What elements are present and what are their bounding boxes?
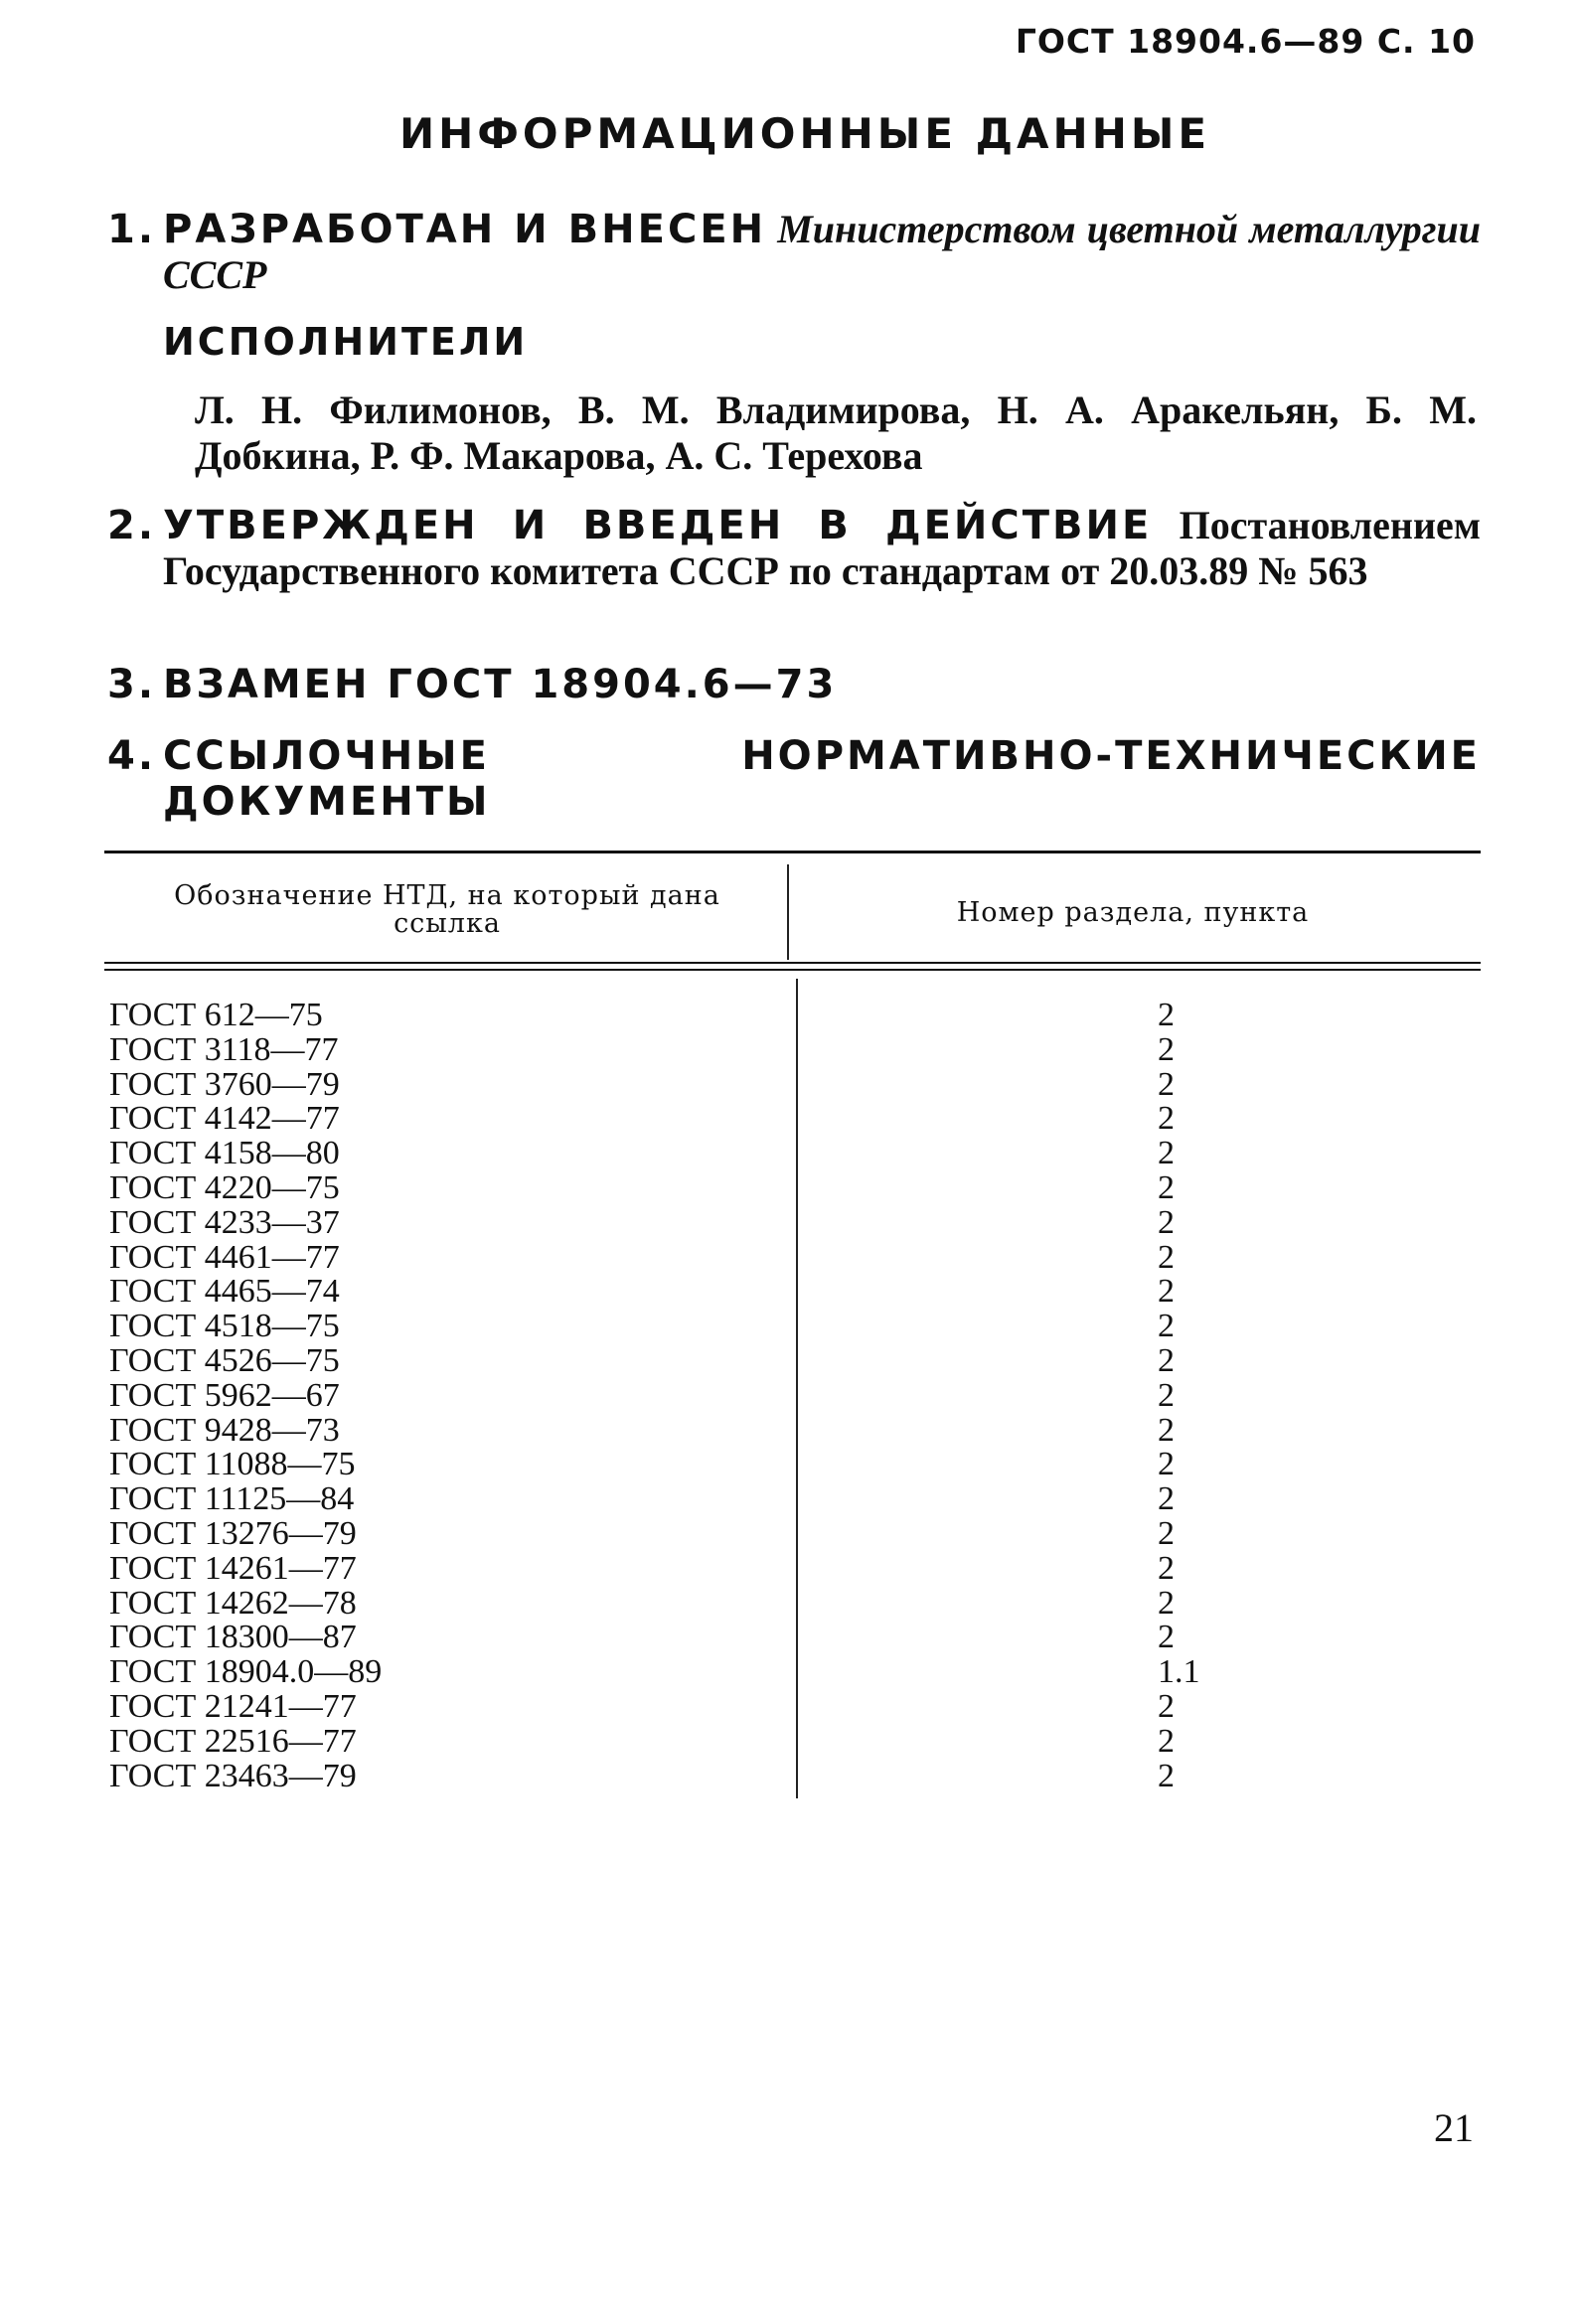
table-cell-section: 2 <box>1158 1446 1175 1483</box>
table-cell-section: 2 <box>1158 1722 1175 1760</box>
table-cell-section: 2 <box>1158 1238 1175 1276</box>
section-3-number: 3. <box>107 662 157 707</box>
table-cell-document: ГОСТ 5962—67 <box>109 1376 340 1414</box>
table-cell-document: ГОСТ 18300—87 <box>109 1619 357 1656</box>
table-body <box>109 999 1202 1793</box>
table-cell-section: 2 <box>1158 1100 1175 1138</box>
table-cell-section: 2 <box>1158 997 1175 1033</box>
table-row <box>109 1065 1202 1103</box>
table-row <box>109 1137 1202 1171</box>
table-top-rule <box>104 851 1481 853</box>
table-cell-section: 2 <box>1158 1030 1175 1068</box>
table-cell-section: 2 <box>1158 1308 1175 1345</box>
table-cell-section: 2 <box>1158 1203 1175 1241</box>
table-row <box>109 1757 1202 1794</box>
table-header-rule-1 <box>104 962 1481 964</box>
page-title: ИНФОРМАЦИОННЫЕ ДАННЫЕ <box>398 109 1211 158</box>
table-cell-section: 2 <box>1158 1065 1175 1103</box>
table-cell-document: ГОСТ 4233—37 <box>109 1203 340 1241</box>
table-row <box>109 1687 1202 1725</box>
page-number: 21 <box>1434 2105 1474 2150</box>
section-4 <box>107 733 1479 829</box>
table-cell-section: 2 <box>1158 1376 1175 1414</box>
table-cell-section: 2 <box>1158 1273 1175 1311</box>
section-4-text: ССЫЛОЧНЫЕ НОРМАТИВНО-ТЕХНИЧЕСКИЕ ДОКУМЕНТЫ <box>163 733 1481 825</box>
table-row <box>109 1310 1202 1344</box>
section-1-text: Министерством цветной металлургии СССР <box>163 207 1482 297</box>
table-header-document: Обозначение НТД, на который дана ссылка <box>174 880 720 939</box>
section-3-text: ВЗАМЕН ГОСТ 18904.6—73 <box>163 662 838 707</box>
table-header-section: Номер раздела, пункта <box>956 897 1310 928</box>
table-cell-section: 2 <box>1158 1757 1175 1794</box>
table-cell-document: ГОСТ 4158—80 <box>109 1135 340 1172</box>
table-row <box>109 1549 1202 1587</box>
table-cell-document: ГОСТ 3118—77 <box>109 1030 339 1068</box>
table-cell-section: 2 <box>1158 1549 1175 1587</box>
table-row <box>109 1030 1202 1068</box>
table-cell-document: ГОСТ 14261—77 <box>109 1549 357 1587</box>
table-row <box>109 1621 1202 1655</box>
section-1 <box>107 207 1482 298</box>
table-row <box>109 1655 1202 1690</box>
table-row <box>109 1514 1202 1552</box>
section-3 <box>107 662 1479 711</box>
table-row <box>109 1584 1202 1622</box>
table-row <box>109 1341 1202 1379</box>
table-row <box>109 1411 1202 1449</box>
table-row <box>109 1722 1202 1760</box>
table-cell-document: ГОСТ 4526—75 <box>109 1341 340 1379</box>
table-cell-document: ГОСТ 22516—77 <box>109 1722 357 1760</box>
table-cell-document: ГОСТ 14262—78 <box>109 1584 357 1622</box>
section-1-number: 1. <box>107 207 157 252</box>
performers-names: Л. Н. Филимонов, В. М. Владимирова, Н. А. Аракельян, Б. М. Добкина, Р. Ф. Макарова, А. С. Терехова <box>195 387 1477 478</box>
section-2-number: 2. <box>107 503 157 548</box>
table-cell-section: 2 <box>1158 1480 1175 1518</box>
table-cell-section: 2 <box>1158 1619 1175 1656</box>
table-cell-document: ГОСТ 4461—77 <box>109 1238 340 1276</box>
table-row <box>109 1238 1202 1276</box>
table-cell-document: ГОСТ 4142—77 <box>109 1100 340 1138</box>
section-2-text: Постановлением Государственного комитета СССР по стандартам от 20.03.89 № 563 <box>163 503 1481 593</box>
table-cell-section: 2 <box>1158 1687 1175 1725</box>
table-cell-document: ГОСТ 18904.0—89 <box>109 1653 383 1691</box>
section-2-body <box>163 503 1481 594</box>
table-cell-document: ГОСТ 23463—79 <box>109 1757 357 1794</box>
table-cell-section: 2 <box>1158 1411 1175 1449</box>
table-header-rule-2 <box>104 969 1481 971</box>
table-cell-document: ГОСТ 13276—79 <box>109 1514 357 1552</box>
section-4-number: 4. <box>107 733 157 779</box>
table-cell-section: 2 <box>1158 1341 1175 1379</box>
running-header: ГОСТ 18904.6—89 С. 10 <box>1015 22 1476 61</box>
table-cell-document: ГОСТ 4465—74 <box>109 1273 340 1311</box>
table-row <box>109 1376 1202 1414</box>
table-cell-document: ГОСТ 21241—77 <box>109 1687 357 1725</box>
table-row <box>109 1102 1202 1137</box>
table-cell-document: ГОСТ 612—75 <box>109 997 323 1033</box>
table-cell-document: ГОСТ 11088—75 <box>109 1446 356 1483</box>
table-cell-section: 1.1 <box>1158 1653 1200 1691</box>
table-row <box>109 1275 1202 1310</box>
section-2-lead: УТВЕРЖДЕН И ВВЕДЕН В ДЕЙСТВИЕ <box>163 503 1153 548</box>
table-row <box>109 1203 1202 1241</box>
table-cell-document: ГОСТ 11125—84 <box>109 1480 355 1518</box>
table-row <box>109 1168 1202 1206</box>
table-cell-document: ГОСТ 4220—75 <box>109 1168 340 1206</box>
section-2 <box>107 503 1479 640</box>
table-cell-section: 2 <box>1158 1514 1175 1552</box>
table-cell-document: ГОСТ 3760—79 <box>109 1065 340 1103</box>
table-cell-document: ГОСТ 4518—75 <box>109 1308 340 1345</box>
table-cell-section: 2 <box>1158 1168 1175 1206</box>
table-header-divider <box>787 864 789 960</box>
section-1-lead: РАЗРАБОТАН И ВНЕСЕН <box>163 207 767 252</box>
table-cell-section: 2 <box>1158 1135 1175 1172</box>
table-row <box>109 1448 1202 1482</box>
table-row <box>109 999 1202 1033</box>
table-cell-section: 2 <box>1158 1584 1175 1622</box>
performers-label: ИСПОЛНИТЕЛИ <box>163 320 529 364</box>
table-cell-document: ГОСТ 9428—73 <box>109 1411 340 1449</box>
table-row <box>109 1482 1202 1517</box>
section-1-body <box>163 207 1481 298</box>
